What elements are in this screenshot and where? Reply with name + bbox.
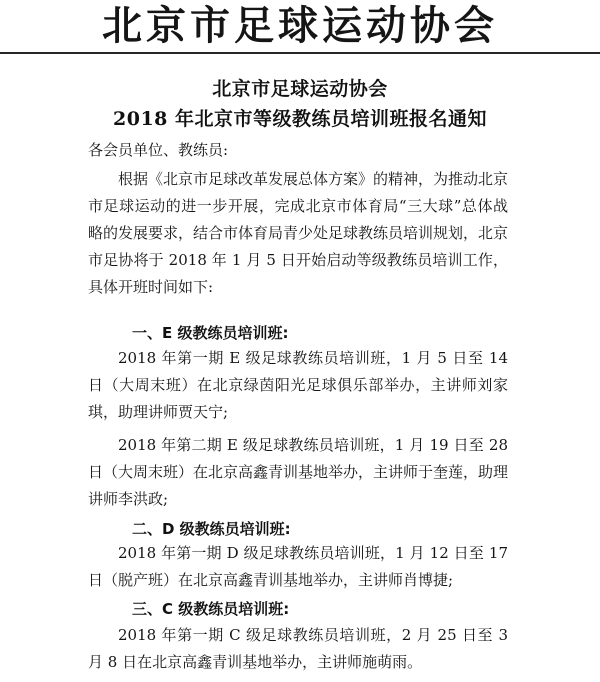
paragraph-e-level-session-1 <box>88 345 508 426</box>
paragraph-d-level-session-1 <box>88 540 508 594</box>
salutation: 各会员单位、教练员: <box>88 141 229 159</box>
section-heading-e-level: 一、E 级教练员培训班: <box>132 324 289 342</box>
intro-text: 根据《北京市足球改革发展总体方案》的精神，为推动北京市足球运动的进一步开展，完成北京市体育局“三大球”总体战略的发展要求，结合市体育局青少处足球教练员培训规划，北京市足协将于 2018 年 1 月 5 日开始启动等级教练员培训工作，具体开班时间如下: <box>88 170 509 296</box>
notice-title-subject: 2018 年北京市等级教练员培训班报名通知 <box>113 108 487 130</box>
paragraph-text: 2018 年第一期 C 级足球教练员培训班，2 月 25 日至 3 月 8 日在北京高鑫青训基地举办，主讲师施萌雨。 <box>88 626 508 671</box>
section-heading-c-level: 三、C 级教练员培训班: <box>132 600 290 618</box>
paragraph-e-level-session-2 <box>88 432 508 513</box>
notice-title-org: 北京市足球运动协会 <box>212 78 388 100</box>
paragraph-text: 2018 年第二期 E 级足球教练员培训班，1 月 19 日至 28 日（大周末班）在北京高鑫青训基地举办，主讲师于奎莲，助理讲师李洪政; <box>88 436 509 508</box>
letterhead <box>0 0 600 52</box>
paragraph-text: 2018 年第一期 D 级足球教练员培训班，1 月 12 日至 17 日（脱产班）在北京高鑫青训基地举办，主讲师肖博捷; <box>88 544 508 589</box>
intro-paragraph <box>88 166 508 301</box>
paragraph-c-level-session-1 <box>88 622 508 676</box>
letterhead-divider <box>0 52 600 54</box>
letterhead-title: 北京市足球运动协会 <box>102 3 498 49</box>
section-heading-d-level: 二、D 级教练员培训班: <box>132 520 291 538</box>
paragraph-text: 2018 年第一期 E 级足球教练员培训班，1 月 5 日至 14 日（大周末班）在北京绿茵阳光足球俱乐部举办，主讲师刘家琪，助理讲师贾天宁; <box>88 349 508 421</box>
